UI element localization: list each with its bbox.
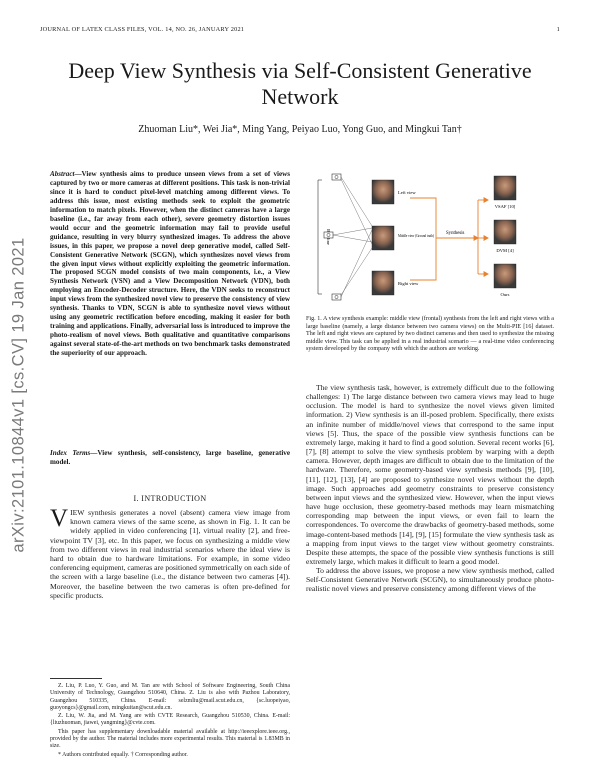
footnote: Z. Liu, W. Jia, and M. Yang are with CVTE Research, Guangzhou 510530, China. E-mail: {liuzhuoman, jiawei, yangming}@cvte.com. xyxy=(50,713,290,727)
body-paragraph: To address the above issues, we propose a new view synthesis method, called Self-Consistent Generative Network (SCGN), to simultaneously produce photo-realistic novel views and preserve consistency among different views of the xyxy=(306,566,554,594)
camera-icon xyxy=(332,174,341,180)
drop-cap: V xyxy=(50,505,69,532)
arxiv-stamp xyxy=(6,215,32,575)
footnote: * Authors contributed equally. † Corresponding author. xyxy=(58,751,188,758)
index-terms-lead: Index Terms xyxy=(50,449,91,457)
synthesis-arrows xyxy=(410,198,488,280)
middle-view-image xyxy=(372,226,394,250)
abstract-text: —View synthesis aims to produce unseen views from a set of views captured by two or more cameras at different positions. This task is non-trivial since it is hard to conduct pixel-level matching among different views. To address this issue, most existing methods seek to exploit the geometric information to match pixels. However, when the distinct cameras have a large baseline (i.e., far away from each other), severe geometry distortion issues would occur and the geometric information may fail to provide useful guidance, resulting in very blurry synthesized images. To address the above issues, in this paper, we propose a novel deep generative model, called Self-Consistent Generative Network (SCGN), which synthesizes novel views from the given input views without explicitly exploiting the geometric information. The proposed SCGN model consists of two main components, i.e., a View Synthesis Network (VSN) and a View Decomposition Network (VDN), both employing an Encoder-Decoder structure. Here, the VDN seeks to reconstruct input views from the synthesized novel view to preserve the consistency of view synthesis. Thanks to VDN, SCGN is able to synthesize novel views without using any geometric rectification before encoding, making it easier for both training and applications. Finally, adversarial loss is introduced to improve the photo-realism of novel views. Both qualitative and quantitative comparisons against several state-of-the-art methods on two benchmark tasks demonstrated the superiority of our approach. xyxy=(50,170,290,358)
right-view-image xyxy=(372,271,394,295)
result-vsaf-label: VSAF [10] xyxy=(494,204,516,209)
right-view-label: Right view xyxy=(398,281,419,286)
left-view-image xyxy=(372,180,394,204)
running-header xyxy=(40,26,560,33)
camera-icon xyxy=(332,294,341,300)
synthesis-label: Synthesis xyxy=(446,231,465,236)
page-number: 1 xyxy=(556,26,560,33)
footnotes xyxy=(50,683,290,760)
camera-icon xyxy=(324,232,333,238)
result-ours-label: Ours xyxy=(500,292,510,297)
index-terms-text: —View synthesis, self-consistency, large baseline, generative model. xyxy=(50,449,290,466)
section-heading: I. INTRODUCTION xyxy=(133,494,207,503)
view-rays xyxy=(333,177,372,297)
intro-paragraph xyxy=(50,505,290,600)
running-head-text: JOURNAL OF LATEX CLASS FILES, VOL. 14, NO. 26, JANUARY 2021 xyxy=(40,26,245,33)
intro-text: IEW synthesis generates a novel (absent) camera view image from known camera views of the same scene, as shown in Fig. 1. It can be widely applied in video conferencing [1], virtual reality [2], and free-viewpoint TV [3], etc. In this paper, we focus on synthesizing a middle view from two different views in real industrial scenarios where the ideal view is hard to obtain due to hardware limitations. For example, in some video conferencing equipment, cameras are positioned symmetrically on each side of the screen with a large baseline (i.e., the distance between two cameras [4]). Moreover, the baseline between the two cameras is often pre-defined for specific products. xyxy=(50,508,290,600)
abstract-lead: Abstract xyxy=(50,170,75,178)
paper-title: Deep View Synthesis via Self-Consistent Generative Network xyxy=(68,58,532,109)
baseline-bracket xyxy=(318,180,322,294)
figure-1-caption: Fig. 1. A view synthesis example: middle view (frontal) synthesis from the left and right views with a large baseline (namely, a large distance between two camera views) on the Multi-PIE [16] dataset. The left and right views are captured by two distinct cameras and then used to synthesize the missing middle view. This task can be applied in a real industrial scenario — a real-time video conferencing system developed by the company with which the authors are working. xyxy=(306,316,554,352)
index-terms xyxy=(50,449,290,467)
arxiv-stamp-text: arXiv:2101.10844v1 [cs.CV] 19 Jan 2021 xyxy=(9,237,28,553)
middle-view-label: Middle view (Ground truth) xyxy=(398,233,435,238)
result-ours-image xyxy=(494,264,516,288)
left-view-label: Left view xyxy=(398,190,416,195)
figure-1 xyxy=(306,166,554,312)
result-dvm-image xyxy=(494,220,516,244)
body-paragraph: The view synthesis task, however, is extremely difficult due to the following challenges: 1) The large distance between two camera views may lead to huge occlusion. The model is hard to synthesize the novel views given limited information. 2) View synthesis is an ill-posed problem. Specifically, there exists an infinite number of middle/novel views that correspond to the same input views [5]. Thus, the space of the possible view synthesis functions can be extremely large, making it hard to find a good solution. Several recent works [6], [7], [8] attempt to solve the view synthesis problem by warping with a depth camera. However, depth images are difficult to obtain due to the limitation of the hardware. Therefore, some geometry-based view synthesis methods [9], [10], [11], [12], [13], [4] are proposed to synthesize novel views without the depth image. Such approaches add geometry constraints to preserve consistency between input views and the synthesized view. However, when the input views have huge occlusion, these geometry-based methods may learn mismatching corresponding map between the input views, or even fail to learn the correspondences. To overcome the drawbacks of geometry-based methods, some image-content-based methods [14], [9], [15] formulate the view synthesis task as a mapping from input views to the target view without geometry constraints. Despite these attempts, the space of the possible view synthesis functions is still extremely large, which makes it difficult to learn a good model. xyxy=(306,383,554,566)
result-dvm-label: DVM [4] xyxy=(496,248,514,253)
footnote: Z. Liu, P. Luo, Y. Guo, and M. Tan are with School of Software Engineering, South China University of Technology, Guangzhou 510640, China. Z. Liu is also with Pazhou Laboratory, Guangzhou 510335, China. E-mail: selzmliu@mail.scut.edu.cn, {sc.luopeiyao, guoyongcs}@gmail.com, mingkuitan@scut.edu.cn. xyxy=(50,683,290,711)
author-list: Zhuoman Liu*, Wei Jia*, Ming Yang, Peiyao Luo, Yong Guo, and Mingkui Tan† xyxy=(138,124,462,135)
footnote-rule xyxy=(50,678,102,679)
right-column-body xyxy=(306,383,554,594)
footnote: This paper has supplementary downloadable material available at http://ieeexplore.ieee.org., provided by the author. The material includes more experimental results. This material is 1.83MB in size. xyxy=(50,728,290,750)
abstract xyxy=(50,170,290,358)
result-vsaf-image xyxy=(494,176,516,200)
